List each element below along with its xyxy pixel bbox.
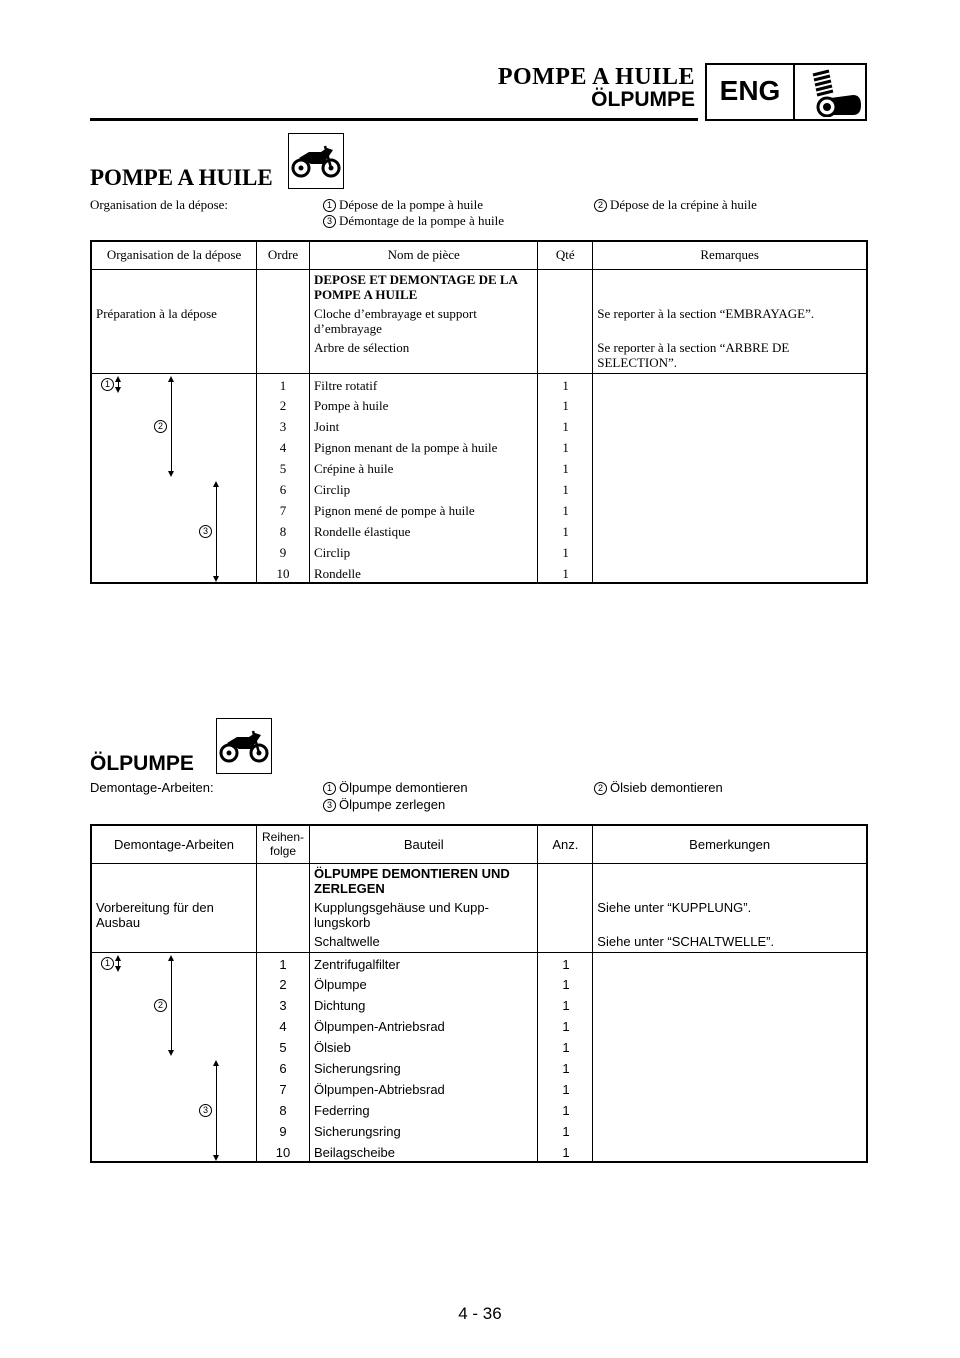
remark-cell — [593, 541, 867, 562]
col-header: Organisation de la dépose — [91, 241, 257, 269]
part-name: Rondelle — [310, 562, 538, 583]
order-cell: 10 — [257, 1141, 310, 1162]
step-bracket-cell — [91, 1099, 257, 1120]
qty-cell: 1 — [538, 1078, 593, 1099]
motorcycle-icon — [216, 718, 272, 774]
step-1-de: 1 Ölpumpe demontieren — [323, 780, 468, 795]
intro-label-fr: Organisation de la dépose: — [90, 197, 229, 212]
prep-label: Préparation à la dépose — [91, 302, 257, 336]
step-bracket-cell — [91, 562, 257, 583]
prep-heading: DEPOSE ET DEMONTAGE DE LA POMPE A HUILE — [310, 269, 538, 302]
qty-cell: 1 — [538, 1057, 593, 1078]
step-bracket-cell — [91, 1141, 257, 1162]
col-header: Bemerkungen — [593, 825, 867, 863]
order-cell: 7 — [257, 1078, 310, 1099]
remark-cell — [593, 562, 867, 583]
qty-cell: 1 — [538, 973, 593, 994]
part-name: Circlip — [310, 541, 538, 562]
order-cell: 1 — [257, 373, 310, 394]
remark-cell — [593, 436, 867, 457]
part-name: Crépine à huile — [310, 457, 538, 478]
step-bracket-cell — [91, 1078, 257, 1099]
eng-badge — [705, 63, 867, 121]
table-row — [91, 269, 867, 302]
remark-cell — [593, 952, 867, 973]
table-row — [91, 1015, 867, 1036]
arrow-down-icon — [115, 387, 121, 393]
part-name: Cloche d’embrayage et support d’embrayage — [310, 302, 538, 336]
header-rule — [90, 118, 698, 121]
part-name: Rondelle élastique — [310, 520, 538, 541]
qty-cell: 1 — [538, 520, 593, 541]
part-name: Ölsieb — [310, 1036, 538, 1057]
table-row — [91, 1120, 867, 1141]
table-row — [91, 863, 867, 896]
table-row — [91, 478, 867, 499]
order-cell: 10 — [257, 562, 310, 583]
col-header: Bauteil — [310, 825, 538, 863]
table-row — [91, 541, 867, 562]
part-name: Pompe à huile — [310, 394, 538, 415]
qty-cell: 1 — [538, 541, 593, 562]
step-number-badge: 3 — [199, 525, 212, 538]
table-row — [91, 373, 867, 394]
step-bracket-cell — [91, 457, 257, 478]
step-number-badge: 1 — [101, 957, 114, 970]
order-cell: 4 — [257, 1015, 310, 1036]
table-row — [91, 1036, 867, 1057]
step-bracket-cell — [91, 415, 257, 436]
step-number-badge: 3 — [199, 1104, 212, 1117]
table-row — [91, 436, 867, 457]
part-name: Ölpumpe — [310, 973, 538, 994]
table-row — [91, 302, 867, 336]
section-title-fr: POMPE A HUILE — [90, 165, 273, 190]
motorcycle-icon — [288, 133, 344, 189]
remark-cell — [593, 1078, 867, 1099]
part-name: Kupplungsgehäuse und Kupp-lungskorb — [310, 896, 538, 930]
remark-cell — [593, 394, 867, 415]
prep-label: Vorbereitung für den Ausbau — [91, 896, 257, 930]
eng-label: ENG — [719, 75, 781, 106]
parts-table-fr — [90, 240, 868, 584]
table-row — [91, 930, 867, 953]
order-cell: 2 — [257, 973, 310, 994]
order-cell: 8 — [257, 1099, 310, 1120]
remark-cell — [593, 973, 867, 994]
step-2-de: 2 Ölsieb demontieren — [594, 780, 723, 795]
order-cell: 2 — [257, 394, 310, 415]
qty-cell: 1 — [538, 952, 593, 973]
col-header: Remarques — [593, 241, 867, 269]
step-bracket-cell — [91, 541, 257, 562]
part-name: Beilagscheibe — [310, 1141, 538, 1162]
qty-cell: 1 — [538, 1141, 593, 1162]
part-name: Pignon mené de pompe à huile — [310, 499, 538, 520]
order-cell: 5 — [257, 457, 310, 478]
table-row — [91, 499, 867, 520]
col-header: Reihen-folge — [257, 825, 310, 863]
qty-cell: 1 — [538, 994, 593, 1015]
step-bracket-cell — [91, 499, 257, 520]
remark-cell — [593, 373, 867, 394]
page-number: 4 - 36 — [458, 1304, 502, 1323]
step-number-badge: 1 — [101, 378, 114, 391]
qty-cell: 1 — [538, 1099, 593, 1120]
order-cell: 6 — [257, 478, 310, 499]
table-row — [91, 1057, 867, 1078]
part-name: Sicherungsring — [310, 1120, 538, 1141]
qty-cell: 1 — [538, 436, 593, 457]
part-name: Circlip — [310, 478, 538, 499]
step-1-fr: 1 Dépose de la pompe à huile — [323, 197, 483, 213]
qty-cell: 1 — [538, 478, 593, 499]
engine-icon — [799, 69, 863, 117]
qty-cell: 1 — [538, 1015, 593, 1036]
table-row — [91, 1141, 867, 1162]
step-bracket-cell — [91, 1057, 257, 1078]
col-header: Ordre — [257, 241, 310, 269]
step-bracket-cell — [91, 520, 257, 541]
table-row — [91, 562, 867, 583]
qty-cell: 1 — [538, 415, 593, 436]
order-cell: 9 — [257, 541, 310, 562]
step-bracket-cell — [91, 394, 257, 415]
remark-cell — [593, 478, 867, 499]
order-cell: 7 — [257, 499, 310, 520]
part-name: Schaltwelle — [310, 930, 538, 953]
order-cell: 8 — [257, 520, 310, 541]
remark: Siehe unter “SCHALTWELLE”. — [593, 930, 867, 953]
step-bracket-cell — [91, 1120, 257, 1141]
table-row — [91, 415, 867, 436]
table-row — [91, 973, 867, 994]
col-header: Nom de pièce — [310, 241, 538, 269]
remark-cell — [593, 415, 867, 436]
prep-heading: ÖLPUMPE DEMONTIEREN UND ZERLEGEN — [310, 863, 538, 896]
step-number-badge: 2 — [154, 999, 167, 1012]
remark-cell — [593, 994, 867, 1015]
col-header: Qté — [538, 241, 593, 269]
remark: Se reporter à la section “EMBRAYAGE”. — [593, 302, 867, 336]
header-title-de: ÖLPUMPE — [591, 88, 695, 111]
remark-cell — [593, 1057, 867, 1078]
header-title-fr: POMPE A HUILE — [497, 64, 695, 90]
part-name: Ölpumpen-Abtriebsrad — [310, 1078, 538, 1099]
eng-divider — [793, 65, 795, 119]
remark-cell — [593, 1141, 867, 1162]
order-cell: 9 — [257, 1120, 310, 1141]
qty-cell: 1 — [538, 394, 593, 415]
qty-cell: 1 — [538, 1036, 593, 1057]
part-name: Filtre rotatif — [310, 373, 538, 394]
qty-cell: 1 — [538, 373, 593, 394]
intro-label-de: Demontage-Arbeiten: — [90, 780, 214, 795]
remark-cell — [593, 457, 867, 478]
remark: Siehe unter “KUPPLUNG”. — [593, 896, 867, 930]
qty-cell: 1 — [538, 562, 593, 583]
step-bracket-cell — [91, 973, 257, 994]
qty-cell: 1 — [538, 457, 593, 478]
table-row — [91, 336, 867, 374]
table-header — [91, 241, 867, 269]
step-bracket-cell — [91, 952, 257, 1115]
col-header: Anz. — [538, 825, 593, 863]
part-name: Arbre de sélection — [310, 336, 538, 374]
part-name: Dichtung — [310, 994, 538, 1015]
table-row — [91, 952, 867, 973]
table-row — [91, 1099, 867, 1120]
remark-cell — [593, 1099, 867, 1120]
table-row — [91, 1078, 867, 1099]
arrow-down-icon — [115, 966, 121, 972]
remark: Se reporter à la section “ARBRE DE SELECTION”. — [593, 336, 867, 374]
part-name: Zentrifugalfilter — [310, 952, 538, 973]
part-name: Pignon menant de la pompe à huile — [310, 436, 538, 457]
col-header: Demontage-Arbeiten — [91, 825, 257, 863]
order-cell: 3 — [257, 994, 310, 1015]
remark-cell — [593, 1120, 867, 1141]
remark-cell — [593, 1015, 867, 1036]
qty-cell: 1 — [538, 1120, 593, 1141]
order-cell: 6 — [257, 1057, 310, 1078]
parts-table-de — [90, 824, 868, 1163]
order-cell: 1 — [257, 952, 310, 973]
section-title-de: ÖLPUMPE — [90, 752, 194, 775]
step-3-de: 3 Ölpumpe zerlegen — [323, 797, 445, 812]
step-2-fr: 2 Dépose de la crépine à huile — [594, 197, 757, 213]
step-bracket-cell — [91, 994, 257, 1015]
step-number-badge: 2 — [154, 420, 167, 433]
remark-cell — [593, 1036, 867, 1057]
part-name: Joint — [310, 415, 538, 436]
step-bracket-cell — [91, 1015, 257, 1036]
step-bracket-cell — [91, 1036, 257, 1057]
step-bracket-cell — [91, 478, 257, 499]
table-row — [91, 520, 867, 541]
table-row — [91, 896, 867, 930]
part-name: Sicherungsring — [310, 1057, 538, 1078]
step-bracket-cell — [91, 373, 257, 536]
table-row — [91, 457, 867, 478]
table-header — [91, 825, 867, 863]
order-cell: 4 — [257, 436, 310, 457]
qty-cell: 1 — [538, 499, 593, 520]
step-bracket-cell — [91, 436, 257, 457]
part-name: Federring — [310, 1099, 538, 1120]
remark-cell — [593, 520, 867, 541]
order-cell: 3 — [257, 415, 310, 436]
remark-cell — [593, 499, 867, 520]
part-name: Ölpumpen-Antriebsrad — [310, 1015, 538, 1036]
table-row — [91, 994, 867, 1015]
table-row — [91, 394, 867, 415]
order-cell: 5 — [257, 1036, 310, 1057]
step-3-fr: 3 Démontage de la pompe à huile — [323, 213, 504, 229]
